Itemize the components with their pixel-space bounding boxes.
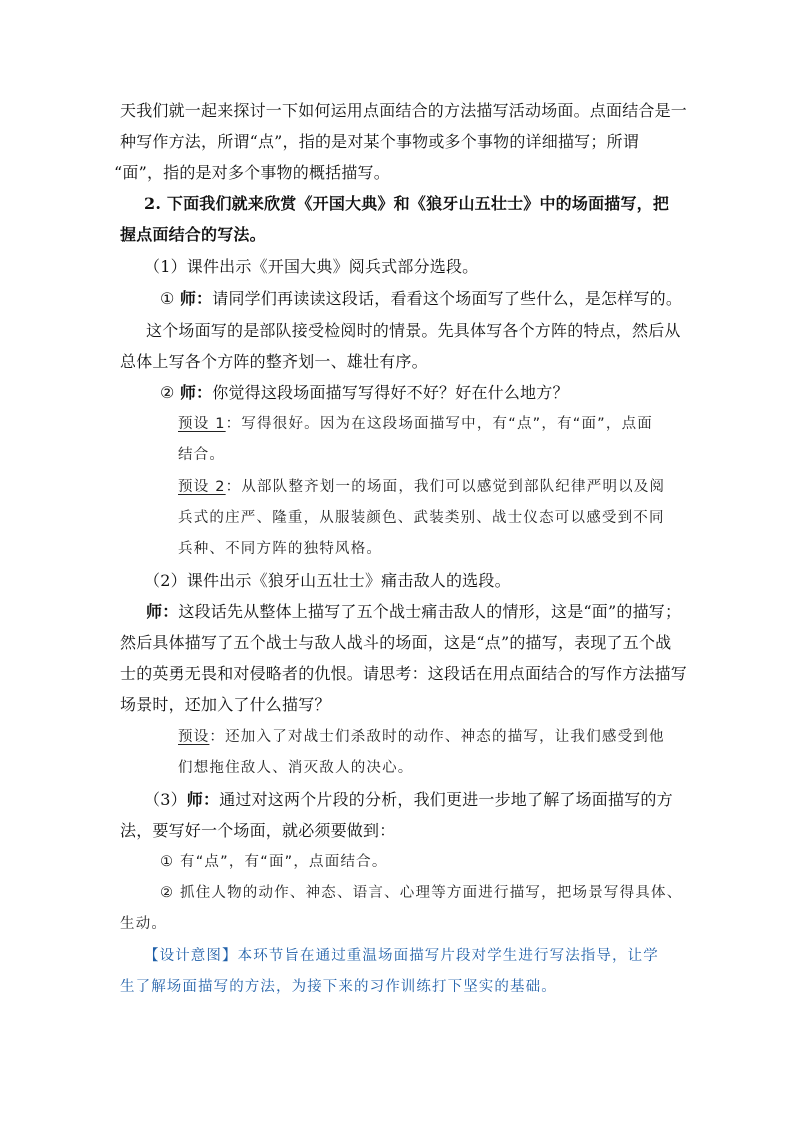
question-1-number: ① (160, 289, 175, 308)
question-1 (160, 288, 682, 310)
preset-3-label: 预设 (178, 729, 210, 745)
subsection-3-line-1 (144, 789, 673, 811)
subsection-3-line-2: 法，要写好一个场面，就必须要做到： (120, 821, 396, 840)
preset-1-line-1 (178, 413, 653, 435)
preset-2-line-2: 兵式的庄严、隆重，从服装颜色、武装类别、战士仪态可以感受到不同 (178, 510, 665, 526)
question-1-teacher-label: 师： (179, 289, 213, 308)
subsection-3-teacher-label: 师： (186, 790, 220, 809)
intro-line-2: 种写作方法，所谓“点”，指的是对某个事物或多个事物的详细描写；所谓 (120, 132, 639, 151)
subsection-2-title: （2）课件出示《狼牙山五壮士》痛击敌人的选段。 (144, 571, 511, 590)
teacher-2-line-1 (146, 601, 681, 623)
teacher-2-label: 师： (146, 602, 179, 621)
teacher-2-line-3: 士的英勇无畏和对侵略者的仇恨。请思考：这段话在用点面结合的写作方法描写 (120, 664, 688, 683)
preset-2-label: 预设 2 (178, 479, 226, 495)
question-1-text: 请同学们再读读这段话，看看这个场面写了些什么，是怎样写的。 (212, 289, 683, 308)
question-2-text: 你觉得这段场面描写写得好不好？好在什么地方？ (212, 383, 569, 402)
design-intent-line-2: 生了解场面描写的方法，为接下来的习作训练打下坚实的基础。 (120, 979, 557, 995)
preset-2-text: ：从部队整齐划一的场面，我们可以感觉到部队纪律严明以及阅 (225, 479, 666, 495)
section-2-heading-line-1: 2. 下面我们就来欣赏《开国大典》和《狼牙山五壮士》中的场面描写，把 (144, 194, 670, 213)
intro-line-1: 天我们就一起来探讨一下如何运用点面结合的方法描写活动场面。点面结合是一 (120, 101, 688, 120)
preset-3-line-1 (178, 726, 665, 748)
teacher-2-line-4: 场景时，还加入了什么描写？ (120, 695, 331, 714)
preset-1-line-2: 结合。 (178, 447, 226, 463)
answer-1-line-1: 这个场面写的是部队接受检阅时的情景。先具体写各个方阵的特点，然后从 (146, 321, 681, 340)
teacher-2-text: 这段话先从整体上描写了五个战士痛击敌人的情形，这是“面”的描写； (178, 602, 682, 621)
answer-1-line-2: 总体上写各个方阵的整齐划一、雄壮有序。 (120, 352, 428, 371)
preset-1-label: 预设 1 (178, 416, 226, 432)
intro-line-3: “面”，指的是对多个事物的概括描写。 (114, 163, 390, 182)
preset-2-line-1 (178, 476, 665, 498)
subsection-3-number: （3） (144, 790, 187, 809)
preset-3-line-2: 们想拖住敌人、消灭敌人的决心。 (178, 760, 414, 776)
subsection-3-text: 通过对这两个片段的分析，我们更进一步地了解了场面描写的方 (219, 790, 673, 809)
question-2-teacher-label: 师： (179, 383, 213, 402)
question-2-number: ② (160, 383, 175, 402)
question-2 (160, 382, 569, 404)
conclusion-2-line-1: ② 抓住人物的动作、神态、语言、心理等方面进行描写，把场景写得具体、 (160, 885, 683, 901)
section-2-heading-line-2: 握点面结合的写法。 (120, 225, 266, 244)
design-intent-line-1: 【设计意图】本环节旨在通过重温场面描写片段对学生进行写法指导，让学 (144, 948, 659, 964)
teacher-2-line-2: 然后具体描写了五个战士与敌人战斗的场面，这是“点”的描写，表现了五个战 (120, 633, 672, 652)
conclusion-2-line-2: 生动。 (120, 916, 168, 932)
preset-2-line-3: 兵种、不同方阵的独特风格。 (178, 541, 383, 557)
preset-1-text: ：写得很好。因为在这段场面描写中，有“点”，有“面”，点面 (225, 416, 653, 432)
conclusion-1: ① 有“点”，有“面”，点面结合。 (160, 854, 388, 870)
preset-3-text: ：还加入了对战士们杀敌时的动作、神态的描写，让我们感受到他 (209, 729, 665, 745)
subsection-1-title: （1）课件出示《开国大典》阅兵式部分选段。 (144, 257, 479, 276)
